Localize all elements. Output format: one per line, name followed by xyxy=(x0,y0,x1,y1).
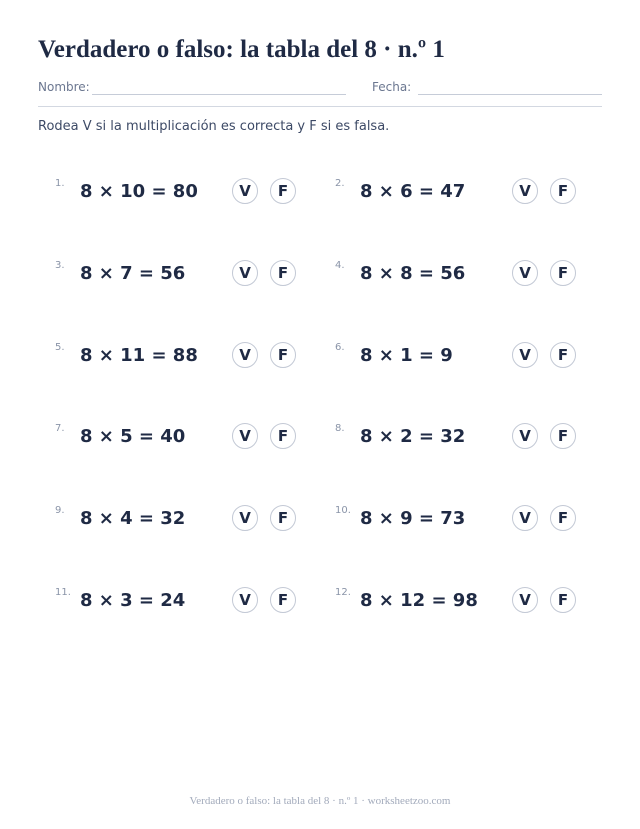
problem-item xyxy=(55,341,325,373)
problem-expression: 8 × 5 = 40 xyxy=(80,426,186,448)
problem-expression: 8 × 4 = 32 xyxy=(80,508,186,530)
name-label: Nombre: xyxy=(38,80,90,94)
true-option-button[interactable]: V xyxy=(232,178,258,204)
problem-number: 1. xyxy=(55,178,65,189)
false-option-button[interactable]: F xyxy=(270,423,296,449)
false-option-button[interactable]: F xyxy=(270,342,296,368)
problem-item xyxy=(335,504,605,536)
true-option-button[interactable]: V xyxy=(232,505,258,531)
false-option-button[interactable]: F xyxy=(550,260,576,286)
problem-expression: 8 × 1 = 9 xyxy=(360,344,453,366)
problem-expression: 8 × 12 = 98 xyxy=(360,590,478,611)
date-field[interactable] xyxy=(418,94,602,95)
problem-item xyxy=(335,586,605,618)
problem-number: 12. xyxy=(335,587,351,598)
true-option-button[interactable]: V xyxy=(232,260,258,286)
true-option-button[interactable]: V xyxy=(232,423,258,449)
problem-expression: 8 × 7 = 56 xyxy=(80,262,186,284)
instructions: Rodea V si la multiplicación es correcta y F si es falsa. xyxy=(38,119,390,134)
page-title: Verdadero o falso: la tabla del 8 · n.º 1 xyxy=(38,36,445,63)
true-option-button[interactable]: V xyxy=(512,587,538,613)
false-option-button[interactable]: F xyxy=(270,587,296,613)
problem-number: 6. xyxy=(335,341,345,353)
problem-item xyxy=(335,259,605,291)
true-option-button[interactable]: V xyxy=(512,342,538,368)
problem-expression: 8 × 2 = 32 xyxy=(360,426,466,448)
true-option-button[interactable]: V xyxy=(232,587,258,613)
problem-number: 10. xyxy=(335,505,351,517)
true-option-button[interactable]: V xyxy=(512,505,538,531)
false-option-button[interactable]: F xyxy=(550,342,576,368)
problem-number: 4. xyxy=(335,259,345,271)
problem-number: 2. xyxy=(335,178,345,189)
problem-item xyxy=(335,341,605,373)
problem-expression: 8 × 10 = 80 xyxy=(80,181,198,202)
false-option-button[interactable]: F xyxy=(550,505,576,531)
problem-number: 3. xyxy=(55,259,65,271)
problem-item xyxy=(55,259,325,291)
problem-item xyxy=(55,504,325,536)
problem-number: 11. xyxy=(55,587,71,598)
false-option-button[interactable]: F xyxy=(270,260,296,286)
problem-number: 5. xyxy=(55,341,65,353)
problem-expression: 8 × 3 = 24 xyxy=(80,590,186,611)
false-option-button[interactable]: F xyxy=(270,178,296,204)
footer: Verdadero o falso: la tabla del 8 · n.º 1 · worksheetzoo.com xyxy=(189,795,451,807)
true-option-button[interactable]: V xyxy=(232,342,258,368)
problem-expression: 8 × 6 = 47 xyxy=(360,181,466,202)
false-option-button[interactable]: F xyxy=(550,587,576,613)
header-divider xyxy=(38,106,602,107)
problem-item xyxy=(55,177,325,209)
false-option-button[interactable]: F xyxy=(550,178,576,204)
false-option-button[interactable]: F xyxy=(550,423,576,449)
true-option-button[interactable]: V xyxy=(512,423,538,449)
problem-number: 8. xyxy=(335,423,345,435)
problem-number: 9. xyxy=(55,505,65,517)
problem-expression: 8 × 9 = 73 xyxy=(360,508,466,530)
problem-expression: 8 × 11 = 88 xyxy=(80,344,198,366)
problem-number: 7. xyxy=(55,423,65,435)
problem-item xyxy=(335,422,605,454)
problem-item xyxy=(335,177,605,209)
name-field[interactable] xyxy=(92,94,346,95)
false-option-button[interactable]: F xyxy=(270,505,296,531)
true-option-button[interactable]: V xyxy=(512,178,538,204)
problem-item xyxy=(55,586,325,618)
date-label: Fecha: xyxy=(372,80,412,94)
problem-expression: 8 × 8 = 56 xyxy=(360,262,466,284)
problem-item xyxy=(55,422,325,454)
true-option-button[interactable]: V xyxy=(512,260,538,286)
